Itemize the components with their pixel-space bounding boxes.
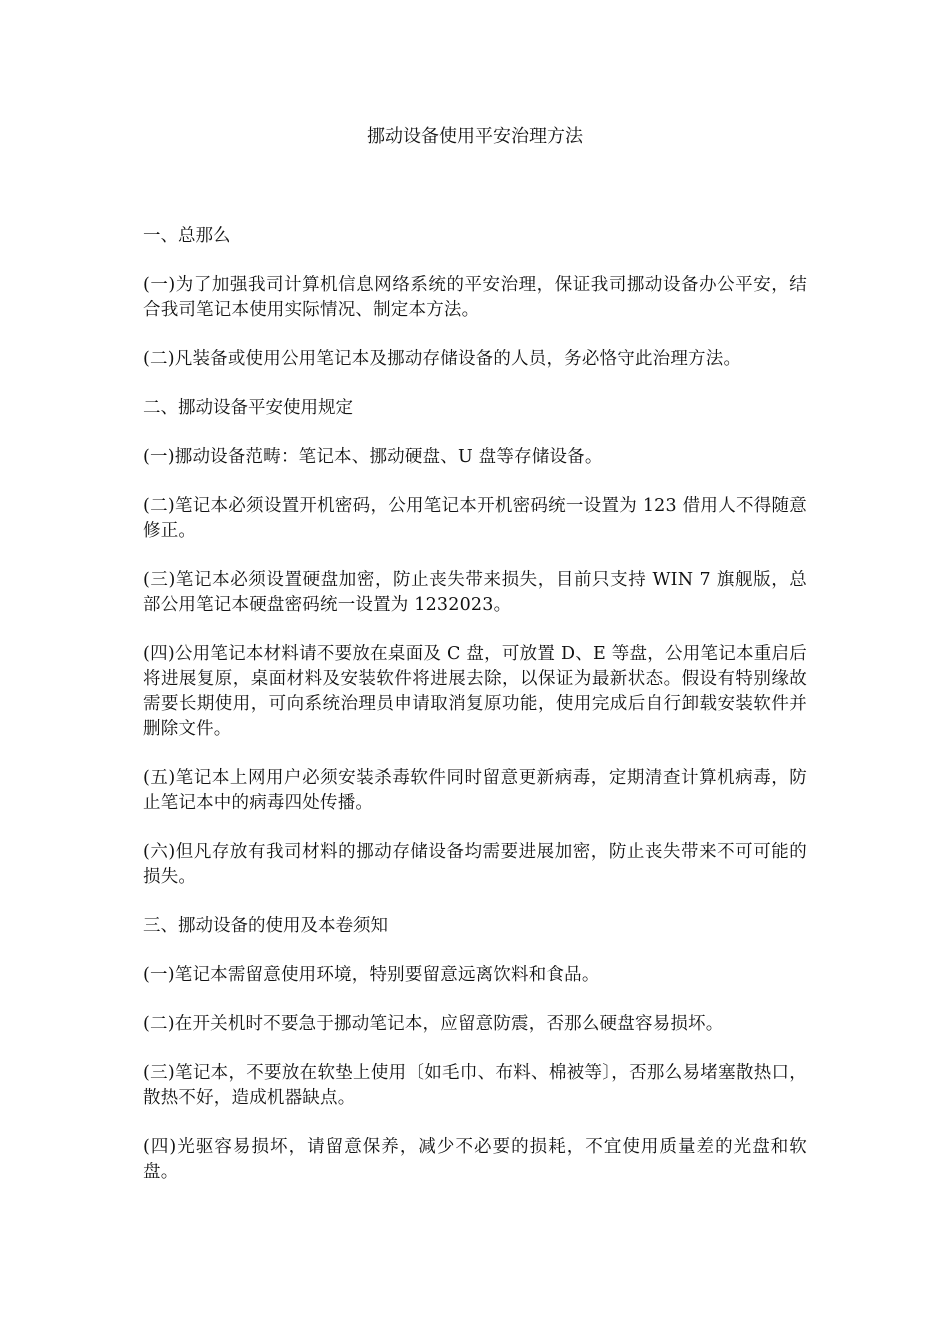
paragraph: (五)笔记本上网用户必须安装杀毒软件同时留意更新病毒，定期清查计算机病毒，防止笔记本中的病毒四处传播。 bbox=[143, 768, 807, 813]
section-heading-usage-notes: 三、挪动设备的使用及本卷须知 bbox=[143, 916, 388, 936]
paragraph: (三)笔记本，不要放在软垫上使用〔如毛巾、布料、棉被等〕，否那么易堵塞散热口，散热不好，造成机器缺点。 bbox=[143, 1063, 807, 1108]
document-title: 挪动设备使用平安治理方法 bbox=[367, 126, 583, 147]
paragraph: (二)在开关机时不要急于挪动笔记本，应留意防震，否那么硬盘容易损坏。 bbox=[143, 1014, 724, 1034]
paragraph: (二)笔记本必须设置开机密码，公用笔记本开机密码统一设置为 123 借用人不得随意修正。 bbox=[143, 496, 807, 541]
section-heading-security-rules: 二、挪动设备平安使用规定 bbox=[143, 398, 353, 418]
document-body bbox=[143, 224, 807, 1209]
paragraph: (一)为了加强我司计算机信息网络系统的平安治理，保证我司挪动设备办公平安，结合我司笔记本使用实际情况、制定本方法。 bbox=[143, 275, 807, 320]
section-heading-general: 一、总那么 bbox=[143, 226, 231, 246]
paragraph: (二)凡装备或使用公用笔记本及挪动存储设备的人员，务必恪守此治理方法。 bbox=[143, 349, 742, 369]
paragraph: (四)光驱容易损坏，请留意保养，减少不必要的损耗，不宜使用质量差的光盘和软盘。 bbox=[143, 1137, 807, 1182]
paragraph: (六)但凡存放有我司材料的挪动存储设备均需要进展加密，防止丧失带来不可可能的损失。 bbox=[143, 842, 807, 887]
paragraph: (四)公用笔记本材料请不要放在桌面及 C 盘，可放置 D、E 等盘，公用笔记本重启后将进展复原，桌面材料及安装软件将进展去除，以保证为最新状态。假设有特别缘故需要长期使用，可向系统治理员申请取消复原功能，使用完成后自行卸载安装软件并删除文件。 bbox=[143, 644, 807, 739]
paragraph: (一)笔记本需留意使用环境，特别要留意远离饮料和食品。 bbox=[143, 965, 600, 985]
paragraph: (一)挪动设备范畴：笔记本、挪动硬盘、U 盘等存储设备。 bbox=[143, 447, 603, 467]
paragraph: (三)笔记本必须设置硬盘加密，防止丧失带来损失，目前只支持 WIN 7 旗舰版，总部公用笔记本硬盘密码统一设置为 1232023。 bbox=[143, 570, 807, 615]
